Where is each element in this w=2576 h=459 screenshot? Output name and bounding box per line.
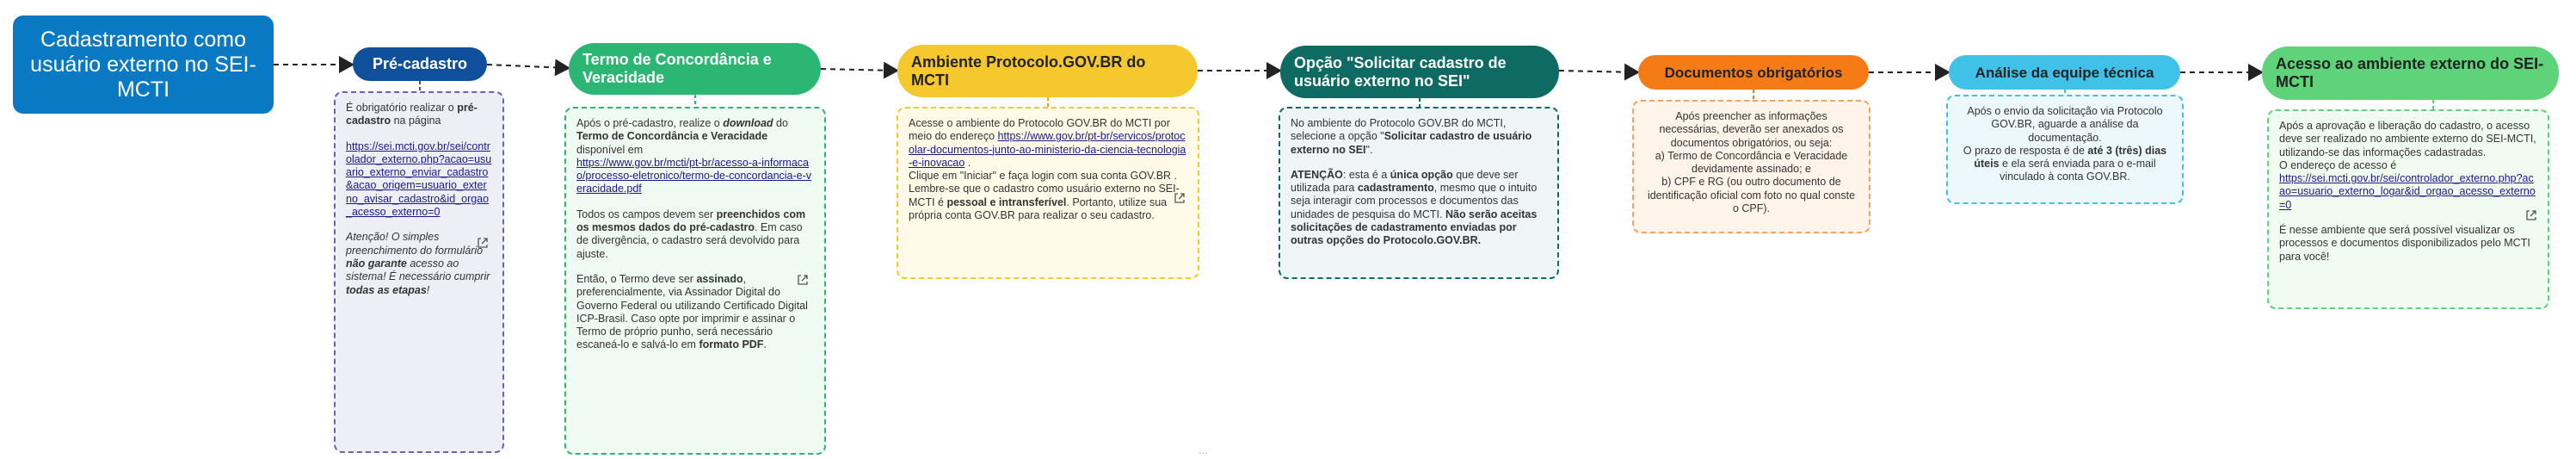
arrow-precadastro-to-termo — [487, 65, 569, 68]
protocolo-link[interactable]: https://www.gov.br/pt-br/servicos/protocolar-documentos-junto-ao-ministerio-da-ciencia-tecnologia-e-inovacao — [909, 130, 1186, 169]
precadastro-link[interactable]: https://sei.mcti.gov.br/sei/controlador_externo.php?acao=usuario_externo_enviar_cadastro&acao_origem=usuario_externo_avisar_cadastro&id_orgao_acesso_externo=0 — [346, 140, 492, 219]
step-pre-cadastro-title — [353, 47, 487, 81]
step-ambiente-title — [897, 45, 1198, 97]
external-link-icon[interactable] — [797, 274, 809, 286]
acesso-link[interactable]: https://sei.mcti.gov.br/sei/controlador_externo.php?acao=usuario_externo_logar&id_orgao_acesso_externo=0 — [2279, 172, 2536, 211]
step-termo-title — [569, 43, 821, 95]
step-title-label: Análise da equipe técnica — [1975, 64, 2154, 81]
step-opcao-card: No ambiente do Protocolo GOV.BR do MCTI, selecione a opção "Solicitar cadastro de usuário externo no SEI". ATENÇÃO: esta é a única opção que deve ser utilizada para cadastramento, mesmo que o intuito seja interagir com processos e documentos das unidades de pesquisa do MCTI. Não serão aceitas solicitações de cadastramento enviadas por outras opções do Protocolo.GOV.BR. — [1279, 107, 1559, 279]
arrow-opcao-to-documentos — [1559, 71, 1638, 72]
step-acesso-card: Após a aprovação e liberação do cadastro, o acesso deve ser realizado no ambiente externo do SEI-MCTI, utilizando-se das informações cadastradas. O endereço de acesso é https://sei.mcti.gov.br/sei/controlador_externo.php?acao=usuario_externo_logar&id_orgao_acesso_externo=0 É nesse ambiente que será possível visualizar os processos e documentos disponibilizados pelo MCTI para você! — [2267, 109, 2549, 309]
external-link-icon[interactable] — [477, 237, 489, 249]
footer-note: … — [1199, 446, 1208, 456]
step-acesso-title — [2262, 47, 2559, 100]
step-analise-card: Após o envio da solicitação via Protocolo GOV.BR, aguarde a análise da documentação. O prazo de resposta é de até 3 (três) dias úteis e ela será enviada para o e-mail vinculado à conta GOV.BR. — [1946, 95, 2184, 204]
step-opcao-title — [1280, 46, 1559, 98]
external-link-icon[interactable] — [1174, 192, 1186, 204]
step-documentos-title — [1638, 55, 1869, 90]
step-analise-title — [1949, 55, 2180, 90]
step-documentos-card: Após preencher as informações necessárias, deverão ser anexados os documentos obrigatórios, ou seja: a) Termo de Concordância e Veracidade devidamente assinado; e b) CPF e RG (ou outro documento de identificação oficial com foto no qual conste o CPF). — [1632, 100, 1870, 233]
start-node — [13, 16, 274, 114]
arrow-termo-to-ambiente — [821, 69, 897, 71]
step-pre-cadastro-card: É obrigatório realizar o pré-cadastro na página https://sei.mcti.gov.br/sei/controlador_externo.php?acao=usuario_externo_enviar_cadastro&acao_origem=usuario_externo_avisar_cadastro&id_orgao_acesso_externo=0 Atenção! O simples preenchimento do formulário não garante acesso ao sistema! É necessário cumprir todas as etapas! — [334, 91, 504, 453]
step-title-label: Pré-cadastro — [372, 55, 468, 72]
termo-link[interactable]: https://www.gov.br/mcti/pt-br/acesso-a-informacao/processo-eletronico/termo-de-concordancia-e-veracidade.pdf — [576, 156, 812, 195]
start-label: Cadastramento como usuário externo no SEI-MCTI — [30, 27, 256, 102]
step-title-label: Termo de Concordância e Veracidade — [582, 51, 772, 86]
step-title-label: Acesso ao ambiente externo do SEI-MCTI — [2276, 55, 2544, 90]
step-title-label: Opção "Solicitar cadastro de usuário externo no SEI" — [1294, 53, 1507, 90]
external-link-icon[interactable] — [2525, 209, 2537, 221]
step-title-label: Ambiente Protocolo.GOV.BR do MCTI — [911, 53, 1146, 89]
step-title-label: Documentos obrigatórios — [1664, 64, 1843, 81]
step-ambiente-card: Acesse o ambiente do Protocolo GOV.BR do MCTI por meio do endereço https://www.gov.br/pt-br/servicos/protocolar-documentos-junto-ao-ministerio-da-ciencia-tecnologia-e-inovacao . Clique em "Iniciar" e faça login com sua conta GOV.BR . Lembre-se que o cadastro como usuário externo no SEI-MCTI é pessoal e intransferível. Portanto, utilize sua própria conta GOV.BR para realizar o seu cadastro. — [897, 107, 1199, 279]
step-termo-card: Após o pré-cadastro, realize o download do Termo de Concordância e Veracidade disponível em https://www.gov.br/mcti/pt-br/acesso-a-informacao/processo-eletronico/termo-de-concordancia-e-veracidade.pdf Todos os campos devem ser preenchidos com os mesmos dados do pré-cadastro. Em caso de divergência, o cadastro será devolvido para ajuste. Então, o Termo deve ser assinado, preferencialmente, via Assinador Digital do Governo Federal ou utilizando Certificado Digital ICP-Brasil. Caso opte por imprimir e assinar o Termo de próprio punho, será necessário escaneá-lo e salvá-lo em formato PDF. — [564, 107, 826, 455]
